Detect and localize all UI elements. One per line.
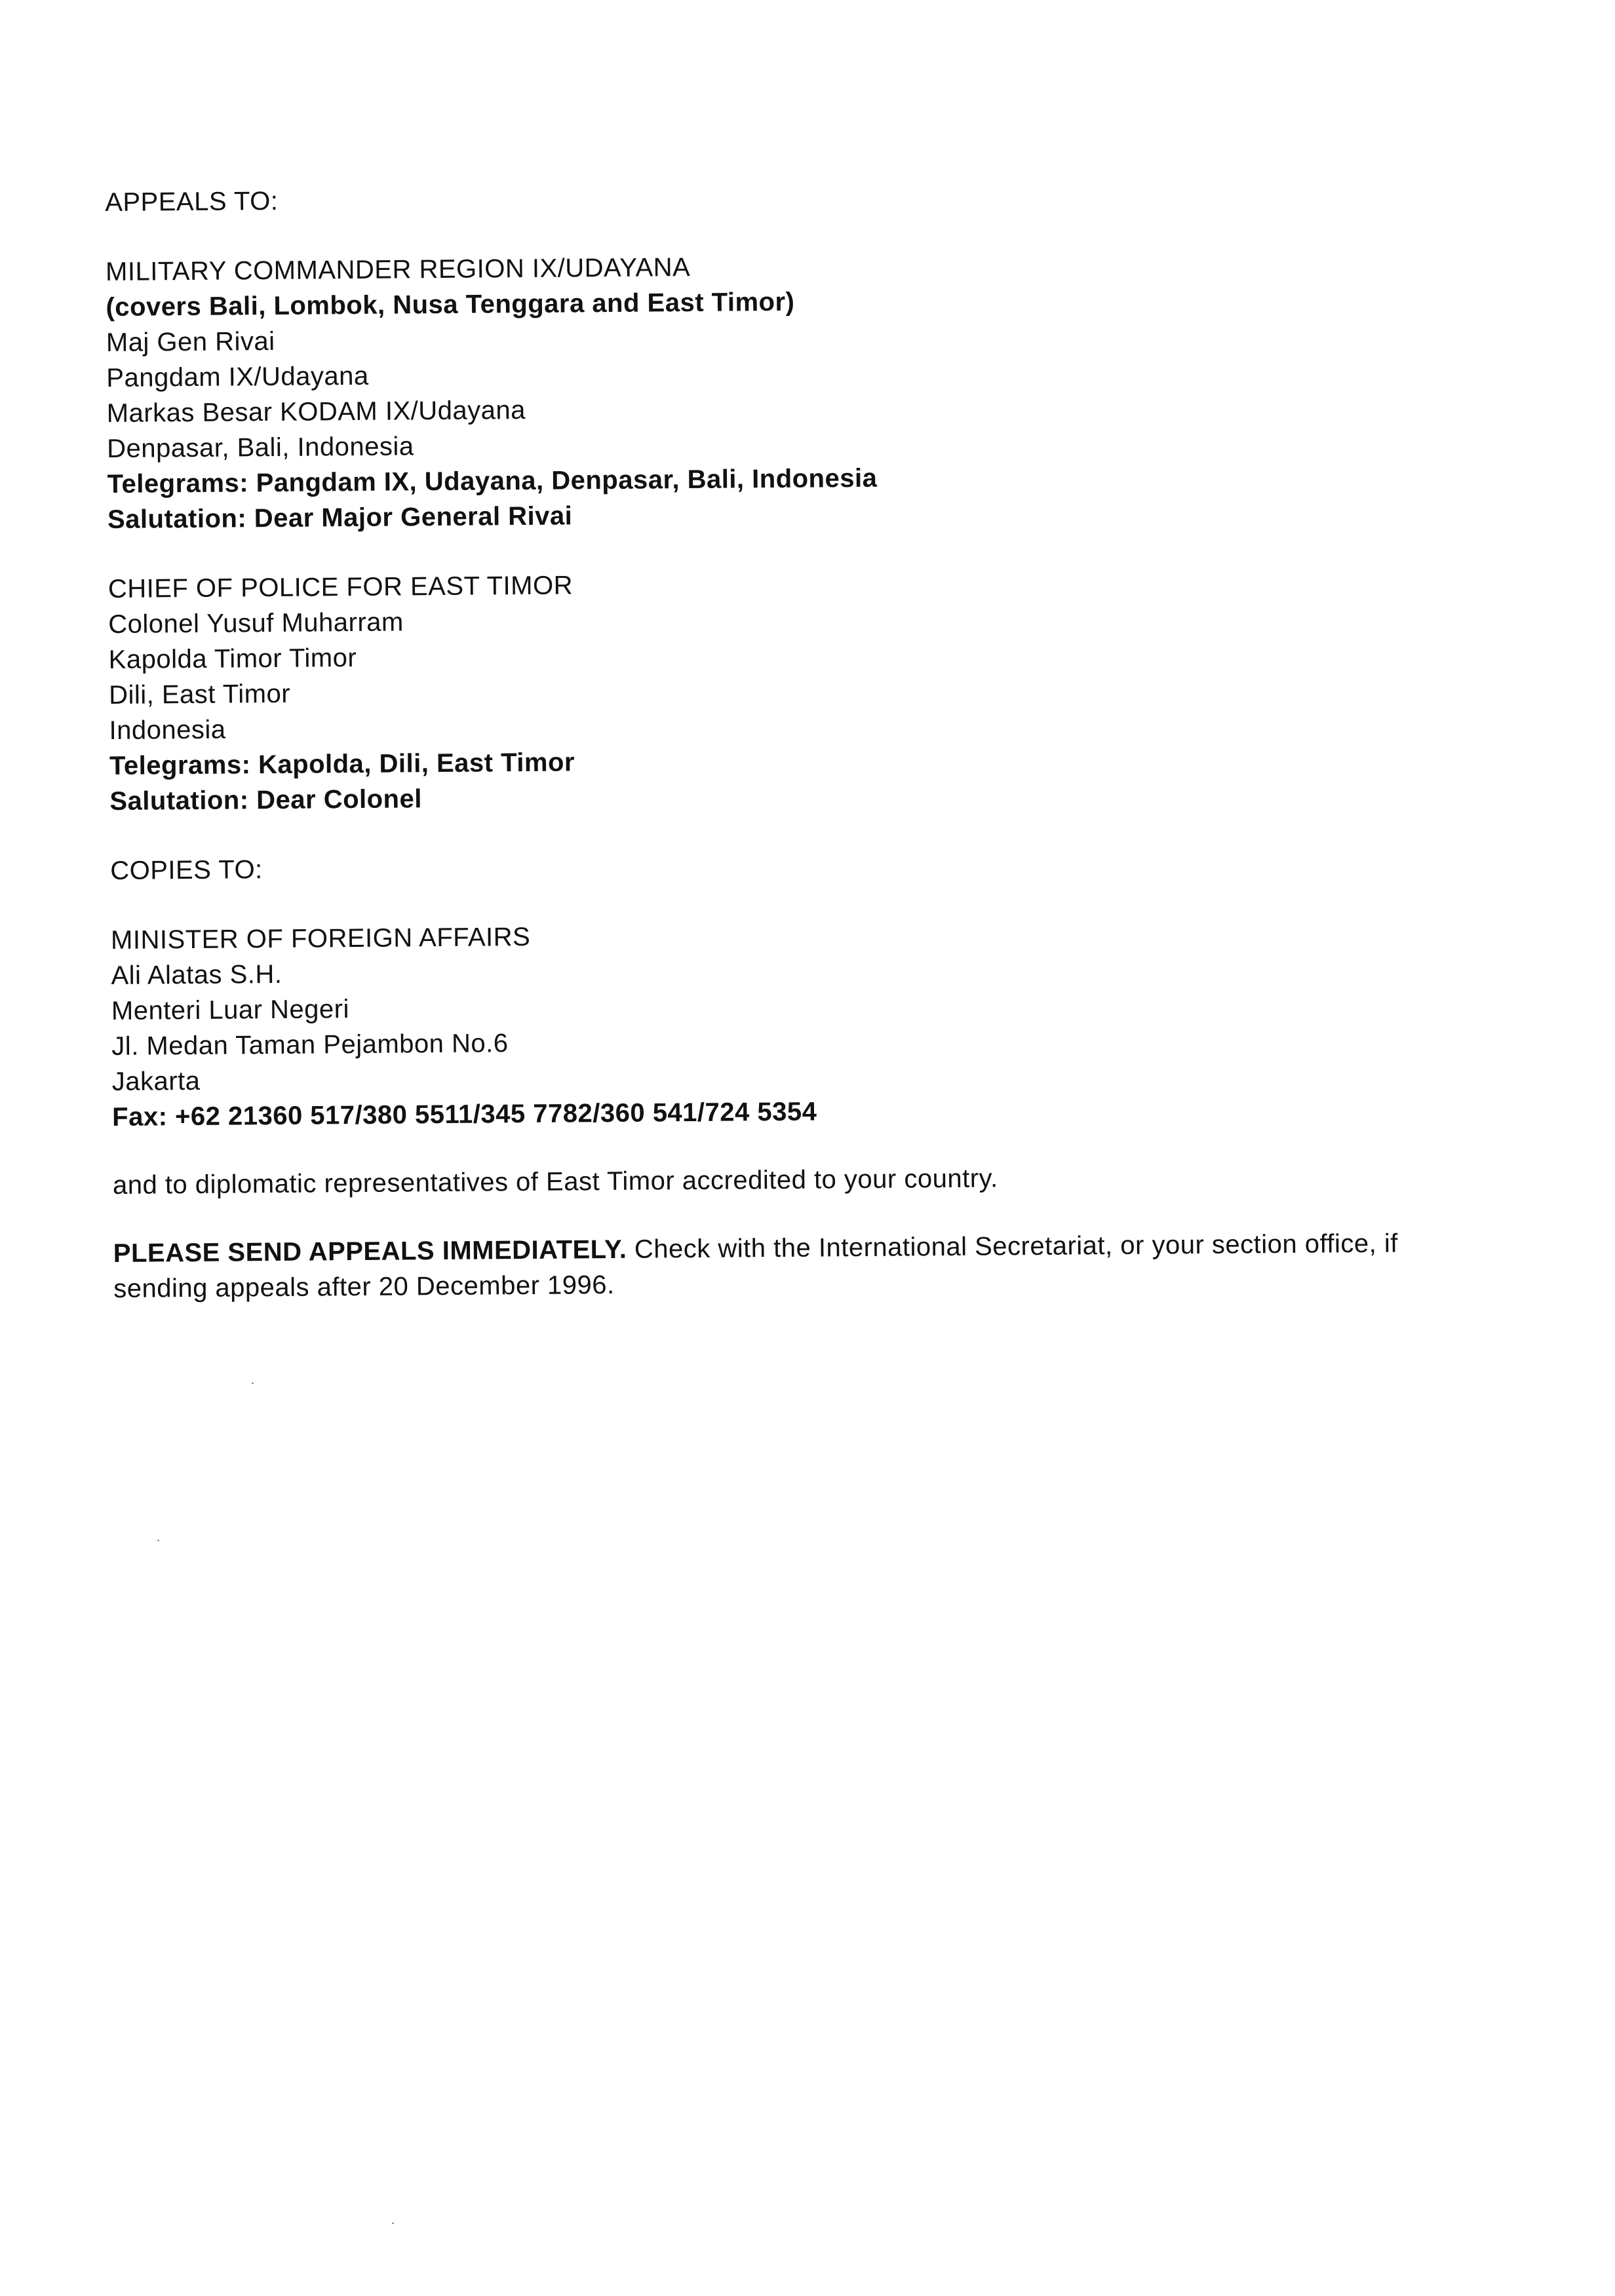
military-salutation: Salutation: Dear Major General Rivai xyxy=(107,501,573,534)
foreign-affairs-fax: Fax: +62 21360 517/380 5511/345 7782/360 541/724 5354 xyxy=(112,1097,817,1132)
diplomatic-note: and to diplomatic representatives of East Timor accredited to your country. xyxy=(112,1164,998,1200)
copies-heading: COPIES TO: xyxy=(110,855,263,885)
scan-speck xyxy=(157,1540,159,1541)
military-address-line: Pangdam IX/Udayana xyxy=(106,361,369,392)
police-salutation: Salutation: Dear Colonel xyxy=(109,784,423,816)
closing-emphasis: PLEASE SEND APPEALS IMMEDIATELY. xyxy=(113,1234,627,1268)
police-address-line: Dili, East Timor xyxy=(108,679,291,710)
police-address-line: Colonel Yusuf Muharram xyxy=(108,607,404,639)
police-address-line: Indonesia xyxy=(109,715,226,745)
police-address-line: Kapolda Timor Timor xyxy=(108,643,357,674)
military-telegrams: Telegrams: Pangdam IX, Udayana, Denpasar, Bali, Indonesia xyxy=(107,463,878,499)
closing-text: Check with the International Secretariat, or your section office, if sending appeals after 20 December 1996. xyxy=(113,1229,1399,1303)
closing-paragraph xyxy=(113,1225,1497,1307)
military-subtitle: (covers Bali, Lombok, Nusa Tenggara and East Timor) xyxy=(106,287,795,322)
military-address-line: Denpasar, Bali, Indonesia xyxy=(106,432,414,463)
foreign-affairs-address-line: Jakarta xyxy=(111,1066,201,1096)
foreign-affairs-address-line: Ali Alatas S.H. xyxy=(111,959,282,990)
foreign-affairs-address-line: Jl. Medan Taman Pejambon No.6 xyxy=(111,1029,509,1061)
police-telegrams: Telegrams: Kapolda, Dili, East Timor xyxy=(109,748,575,780)
scan-speck xyxy=(252,1383,254,1384)
foreign-affairs-address-line: Menteri Luar Negeri xyxy=(111,995,350,1025)
police-title: CHIEF OF POLICE FOR EAST TIMOR xyxy=(107,571,574,603)
military-commander-block xyxy=(106,243,1517,537)
scan-speck xyxy=(392,2223,394,2224)
appeals-heading: APPEALS TO: xyxy=(105,186,279,217)
foreign-affairs-block xyxy=(111,911,1521,1135)
military-address-line: Maj Gen Rivai xyxy=(106,326,275,357)
document-body xyxy=(105,174,1523,1307)
foreign-affairs-title: MINISTER OF FOREIGN AFFAIRS xyxy=(110,922,531,955)
police-chief-block xyxy=(108,560,1519,819)
military-title: MILITARY COMMANDER REGION IX/UDAYANA xyxy=(105,252,691,286)
military-address-line: Markas Besar KODAM IX/Udayana xyxy=(106,395,526,428)
